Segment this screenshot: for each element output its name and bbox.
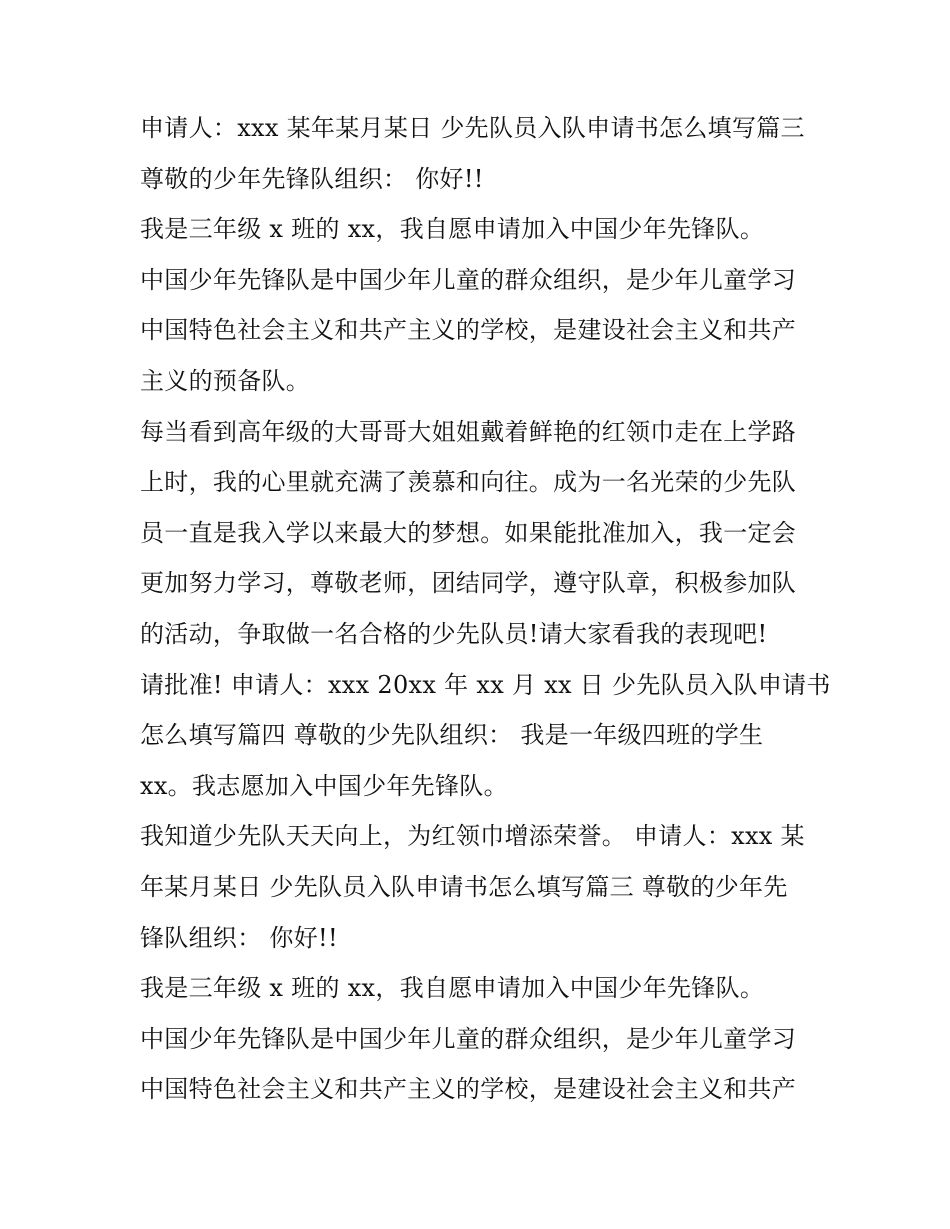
text-line: 上时，我的心里就充满了羡慕和向往。成为一名光荣的少先队 bbox=[140, 468, 797, 497]
text-line: 中国少年先锋队是中国少年儿童的群众组织，是少年儿童学习 bbox=[140, 265, 797, 294]
text-line: 我知道少先队天天向上，为红领巾增添荣誉。 申请人：xxx 某 bbox=[140, 822, 805, 851]
text-line: 的活动，争取做一名合格的少先队员!请大家看我的表现吧! bbox=[140, 619, 768, 648]
text-line: 申请人：xxx 某年某月某日 少先队员入队申请书怎么填写篇三 bbox=[140, 114, 805, 142]
text-line: 尊敬的少年先锋队组织： 你好!! bbox=[140, 164, 484, 193]
text-line: 我是三年级 x 班的 xx，我自愿申请加入中国少年先锋队。 bbox=[140, 215, 765, 244]
text-line: 员一直是我入学以来最大的梦想。如果能批准加入，我一定会 bbox=[140, 518, 797, 547]
text-line: xx。我志愿加入中国少年先锋队。 bbox=[140, 771, 508, 800]
text-line: 更加努力学习，尊敬老师，团结同学，遵守队章，积极参加队 bbox=[140, 569, 797, 598]
text-line: 年某月某日 少先队员入队申请书怎么填写篇三 尊敬的少年先 bbox=[140, 872, 788, 901]
text-line: 中国少年先锋队是中国少年儿童的群众组织，是少年儿童学习 bbox=[140, 1024, 797, 1053]
text-line: 锋队组织： 你好!! bbox=[140, 923, 338, 952]
document-body bbox=[140, 103, 830, 1115]
text-line: 中国特色社会主义和共产主义的学校，是建设社会主义和共产 bbox=[140, 316, 797, 345]
text-line: 请批准! 申请人：xxx 20xx 年 xx 月 xx 日 少先队员入队申请书 bbox=[140, 670, 831, 699]
text-line: 怎么填写篇四 尊敬的少先队组织： 我是一年级四班的学生 bbox=[140, 721, 764, 750]
text-line: 每当看到高年级的大哥哥大姐姐戴着鲜艳的红领巾走在上学路 bbox=[140, 417, 797, 446]
text-line: 我是三年级 x 班的 xx，我自愿申请加入中国少年先锋队。 bbox=[140, 974, 765, 1003]
text-line: 中国特色社会主义和共产主义的学校，是建设社会主义和共产 bbox=[140, 1075, 797, 1104]
text-line: 主义的预备队。 bbox=[140, 366, 311, 395]
